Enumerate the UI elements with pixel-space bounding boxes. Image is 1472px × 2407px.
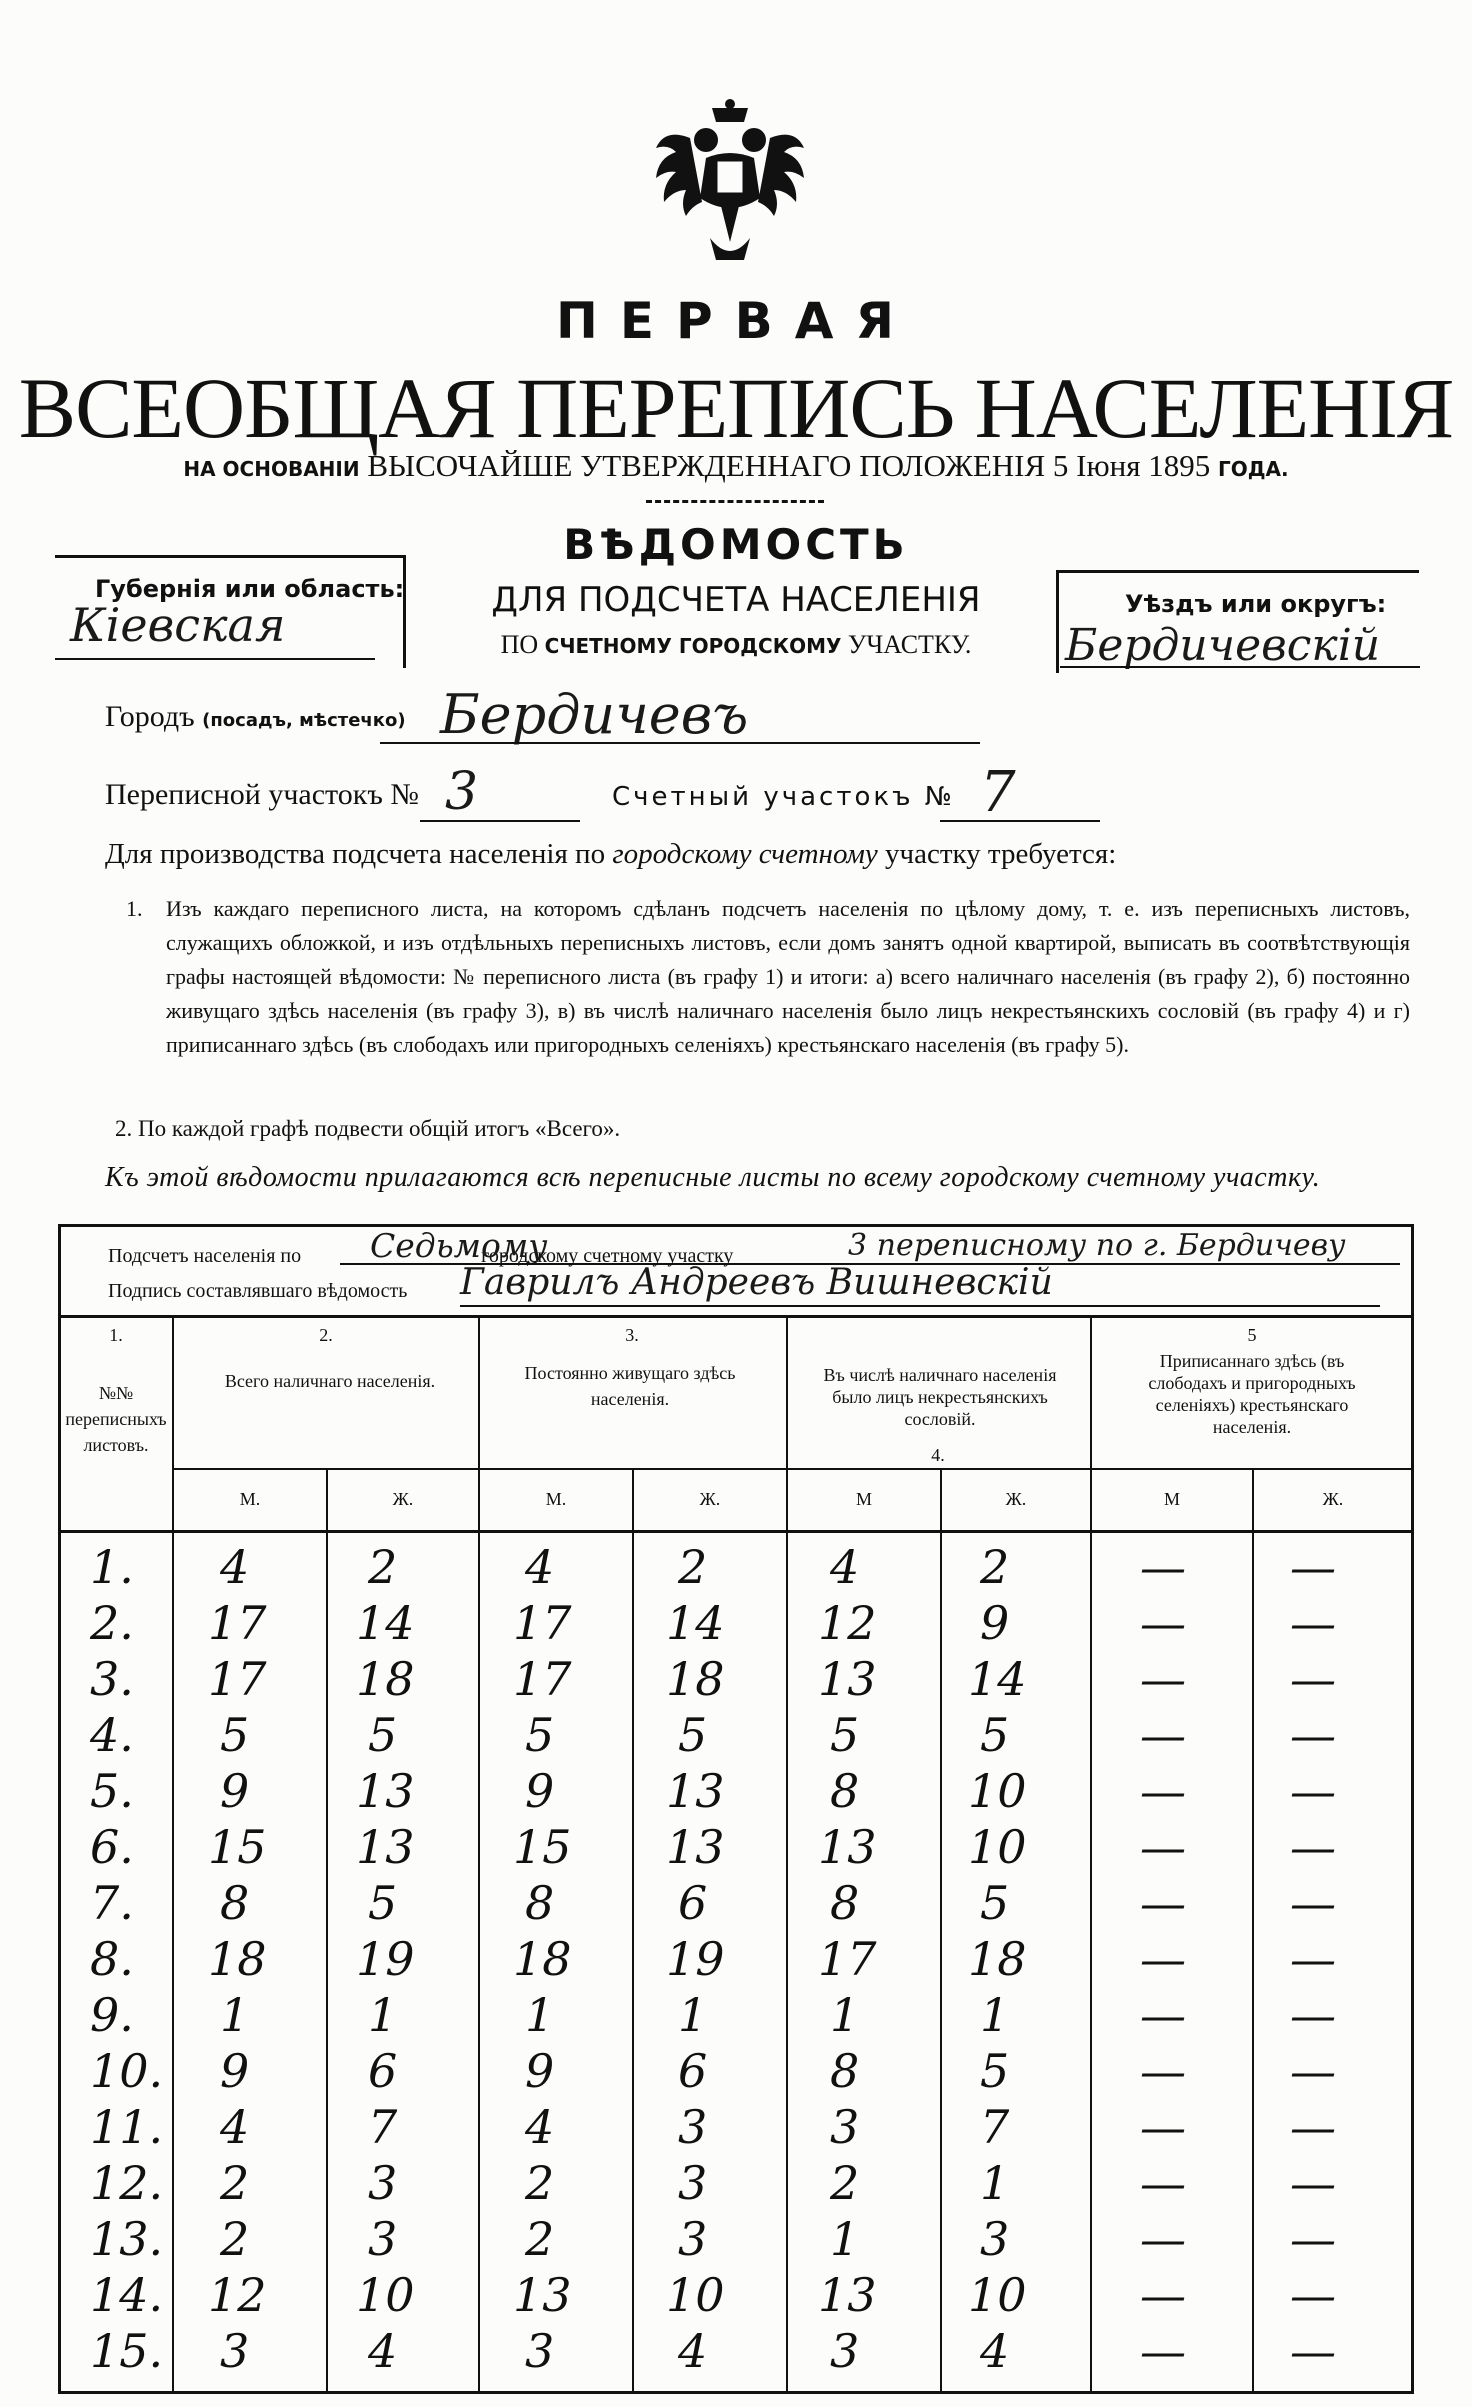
row-number: 12.: [90, 2156, 164, 2210]
table-cell: 9: [980, 1596, 1010, 1650]
table-cell: 2: [525, 2212, 555, 2266]
row-number: 7.: [90, 1876, 134, 1930]
table-cell: —: [1140, 2044, 1186, 2098]
table-cell: —: [1140, 1596, 1186, 1650]
table-cell: 2: [525, 2156, 555, 2210]
table-cell: 3: [220, 2324, 250, 2378]
basis-prefix: НА ОСНОВАНІИ: [183, 457, 360, 481]
zh-header: Ж.: [1322, 1489, 1344, 1509]
row-number: 13.: [90, 2212, 164, 2266]
uezd-label: Уѣздъ или округъ:: [1125, 590, 1387, 618]
table-cell: 4: [220, 1540, 250, 1594]
table-cell: 4: [525, 2100, 555, 2154]
gubernia-underline: [55, 658, 375, 660]
title-main: ВСЕОБЩАЯ ПЕРЕПИСЬ НАСЕЛЕНІЯ: [18, 360, 1454, 456]
table-cell: 2: [830, 2156, 860, 2210]
table-cell: 12: [208, 2268, 267, 2322]
table-cell: —: [1140, 2100, 1186, 2154]
table-cell: 9: [220, 1764, 250, 1818]
table-cell: 9: [220, 2044, 250, 2098]
table-cell: —: [1290, 1708, 1336, 1762]
podschet-value: Седьмому: [370, 1226, 548, 1265]
table-cell: 3: [368, 2212, 398, 2266]
table-cell: —: [1290, 2156, 1336, 2210]
table-cell: 3: [678, 2100, 708, 2154]
table-cell: 4: [220, 2100, 250, 2154]
instruction-1-num: 1.: [126, 896, 143, 921]
table-cell: 8: [220, 1876, 250, 1930]
po-suffix: УЧАСТКУ.: [847, 630, 972, 659]
divider: [646, 500, 824, 503]
table-cell: —: [1290, 1876, 1336, 1930]
table-cell: —: [1140, 1988, 1186, 2042]
table-cell: 6: [678, 1876, 708, 1930]
table-cell: 3: [678, 2156, 708, 2210]
m-header: М: [1163, 1489, 1180, 1509]
instructions-intro: [105, 838, 1116, 871]
col5-num: 5: [1247, 1325, 1257, 1345]
table-cell: 17: [513, 1596, 572, 1650]
table-cell: —: [1290, 1540, 1336, 1594]
table-cell: 2: [220, 2156, 250, 2210]
table-cell: —: [1290, 1988, 1336, 2042]
gorod-label: [105, 700, 406, 734]
table-cell: 4: [525, 1540, 555, 1594]
table-cell: —: [1290, 2100, 1336, 2154]
col-divider: [326, 1468, 328, 2393]
table-cell: 13: [818, 1652, 877, 1706]
col5-label: Приписаннаго здѣсь (въ слободахъ и пригородныхъ селеніяхъ) крестьянскаго населенія.: [1148, 1351, 1356, 1437]
zh-header: Ж.: [392, 1489, 414, 1509]
gorod-label-small: (посадъ, мѣстечко): [202, 710, 406, 731]
table-cell: —: [1140, 1932, 1186, 1986]
table-cell: 5: [980, 2044, 1010, 2098]
table-cell: 13: [356, 1820, 415, 1874]
table-cell: —: [1290, 1764, 1336, 1818]
intro-a: Для производства подсчета населенія по: [105, 838, 613, 870]
intro-b: городскому счетному: [612, 838, 878, 870]
table-cell: —: [1140, 1820, 1186, 1874]
table-cell: 10: [356, 2268, 415, 2322]
table-cell: 18: [208, 1932, 267, 1986]
row-number: 3.: [90, 1652, 134, 1706]
row-number: 14.: [90, 2268, 164, 2322]
table-cell: 14: [968, 1652, 1027, 1706]
table-cell: 1: [678, 1988, 708, 2042]
col-divider: [786, 1317, 788, 2393]
row-number: 5.: [90, 1764, 134, 1818]
table-cell: 8: [830, 1764, 860, 1818]
gubernia-label: Губернія или область:: [95, 575, 405, 603]
table-cell: 7: [368, 2100, 398, 2154]
table-cell: 4: [830, 1540, 860, 1594]
podschet-value-2: 3 переписному по г. Бердичеву: [848, 1228, 1346, 1263]
table-cell: 6: [368, 2044, 398, 2098]
table-cell: —: [1140, 2212, 1186, 2266]
table-cell: 1: [830, 1988, 860, 2042]
title-small: ПЕРВАЯ: [556, 292, 916, 350]
row-number: 6.: [90, 1820, 134, 1874]
table-cell: 18: [356, 1652, 415, 1706]
uezd-value: Бердичевскій: [1065, 620, 1381, 671]
table-cell: —: [1290, 2324, 1336, 2378]
row-number: 4.: [90, 1708, 134, 1762]
zh-header: Ж.: [699, 1489, 721, 1509]
instruction-2: 2. По каждой графѣ подвести общій итогъ «Всего».: [115, 1116, 621, 1141]
gorod-value: Бердичевъ: [440, 683, 749, 746]
table-cell: 17: [818, 1932, 877, 1986]
table-cell: 10: [968, 2268, 1027, 2322]
instruction-1-text: Изъ каждаго переписного листа, на которомъ сдѣланъ подсчетъ населенія по цѣлому дому, т. е. изъ переписныхъ листовъ, служащихъ обложкой, и изъ отдѣльныхъ переписныхъ листовъ, если домъ занятъ одной квартирой, выписать въ соотвѣтствующія графы настоящей вѣдомости: № переписного листа (въ графу 1) и итоги: а) всего наличнаго населенія (въ графу 2), б) постоянно живущаго здѣсь населенія (въ графу 3), в) въ числѣ наличнаго населенія было лицъ некрестьянскихъ сословій (въ графу 4) и г) приписаннаго здѣсь (въ слободахъ или пригородныхъ селеніяхъ) крестьянскаго населенія (въ графу 5).: [166, 896, 1410, 1057]
gubernia-value: Кіевская: [70, 598, 286, 652]
podschet-mid-text: городскому счетному участку: [481, 1245, 734, 1267]
table-cell: —: [1290, 1652, 1336, 1706]
table-cell: 2: [220, 2212, 250, 2266]
table-cell: —: [1140, 1876, 1186, 1930]
table-cell: —: [1290, 2044, 1336, 2098]
table-cell: 3: [525, 2324, 555, 2378]
basis-suffix: ГОДА.: [1218, 457, 1289, 481]
table-cell: 7: [980, 2100, 1010, 2154]
table-cell: 5: [980, 1708, 1010, 1762]
table-cell: 14: [356, 1596, 415, 1650]
table-cell: 3: [830, 2324, 860, 2378]
table-cell: 13: [666, 1820, 725, 1874]
table-cell: 19: [356, 1932, 415, 1986]
po-prefix: ПО: [500, 630, 539, 659]
m-header: М.: [545, 1489, 567, 1509]
table-cell: 5: [980, 1876, 1010, 1930]
instruction-1: [126, 892, 1410, 1062]
table-cell: 4: [980, 2324, 1010, 2378]
table-cell: 18: [968, 1932, 1027, 1986]
table-cell: 19: [666, 1932, 725, 1986]
table-cell: 1: [368, 1988, 398, 2042]
col1-num: 1.: [109, 1325, 123, 1345]
col1-label: №№ переписныхъ листовъ.: [65, 1383, 167, 1455]
attachment-note: Къ этой вѣдомости прилагаются всѣ переписные листы по всему городскому счетному участку.: [105, 1162, 1321, 1193]
row-number: 2.: [90, 1596, 134, 1650]
table-cell: —: [1290, 1596, 1336, 1650]
table-cell: 17: [208, 1652, 267, 1706]
table-cell: 5: [368, 1876, 398, 1930]
podpis-value: Гаврилъ Андреевъ Вишневскій: [460, 1262, 1053, 1303]
col3-num: 3.: [625, 1325, 639, 1345]
table-cell: 10: [968, 1820, 1027, 1874]
zh-header: Ж.: [1005, 1489, 1027, 1509]
table-cell: 3: [830, 2100, 860, 2154]
table-cell: —: [1140, 2268, 1186, 2322]
podpis-underline: [460, 1305, 1380, 1307]
col-divider: [1252, 1468, 1254, 2393]
table-cell: 8: [830, 1876, 860, 1930]
gorod-underline: [380, 742, 980, 744]
vedomost-title: ВѢДОМОСТЬ: [563, 520, 909, 569]
table-cell: 15: [513, 1820, 572, 1874]
table-cell: 1: [525, 1988, 555, 2042]
podpis-label: Подпись составлявшаго вѣдомость: [108, 1280, 408, 1302]
subheader-divider: [172, 1468, 1412, 1470]
table-cell: 3: [368, 2156, 398, 2210]
table-cell: 3: [980, 2212, 1010, 2266]
table-cell: 6: [678, 2044, 708, 2098]
table-cell: —: [1140, 1652, 1186, 1706]
table-cell: 8: [525, 1876, 555, 1930]
table-cell: —: [1140, 1708, 1186, 1762]
perep-label: Переписной участокъ №: [105, 778, 419, 811]
col2-num: 2.: [319, 1325, 333, 1345]
table-cell: 10: [666, 2268, 725, 2322]
table-cell: 5: [678, 1708, 708, 1762]
table-cell: —: [1290, 1820, 1336, 1874]
table-cell: 8: [830, 2044, 860, 2098]
row-number: 8.: [90, 1932, 134, 1986]
table-cell: 17: [208, 1596, 267, 1650]
table-cell: 1: [830, 2212, 860, 2266]
table-cell: —: [1140, 1540, 1186, 1594]
table-cell: 12: [818, 1596, 877, 1650]
table-cell: 13: [818, 2268, 877, 2322]
table-cell: 13: [666, 1764, 725, 1818]
table-cell: 2: [368, 1540, 398, 1594]
col-divider: [632, 1468, 634, 2393]
table-cell: 5: [368, 1708, 398, 1762]
row-number: 15.: [90, 2324, 164, 2378]
table-cell: —: [1290, 2268, 1336, 2322]
vedomost-subtitle: ДЛЯ ПОДСЧЕТА НАСЕЛЕНІЯ: [491, 580, 981, 620]
perep-value: 3: [445, 762, 479, 822]
m-header: М: [855, 1489, 872, 1509]
table-cell: 1: [980, 1988, 1010, 2042]
schet-underline: [940, 820, 1100, 822]
col3-label: Постоянно живущаго здѣсь населенія.: [524, 1363, 736, 1409]
table-cell: 9: [525, 2044, 555, 2098]
po-bold: СЧЕТНОМУ ГОРОДСКОМУ: [544, 634, 842, 658]
m-header: М.: [239, 1489, 261, 1509]
table-cell: 3: [678, 2212, 708, 2266]
col-divider: [172, 1317, 174, 2393]
schet-value: 7: [980, 760, 1016, 825]
basis-text: ВЫСОЧАЙШЕ УТВЕРЖДЕННАГО ПОЛОЖЕНІЯ 5 Іюня 1895: [367, 448, 1211, 483]
double-headed-eagle-icon: [650, 98, 810, 268]
table-cell: 1: [220, 1988, 250, 2042]
col-divider: [1090, 1317, 1092, 2393]
table-cell: 18: [666, 1652, 725, 1706]
row-number: 10.: [90, 2044, 164, 2098]
header-bottom-divider: [60, 1530, 1412, 1533]
table-cell: 9: [525, 1764, 555, 1818]
table-cell: 14: [666, 1596, 725, 1650]
schet-label: Счетный участокъ №: [612, 782, 955, 812]
table-cell: 15: [208, 1820, 267, 1874]
podschet-label-text: Подсчетъ населенія по: [108, 1245, 302, 1267]
row-number: 9.: [90, 1988, 134, 2042]
row-number: 11.: [90, 2100, 164, 2154]
perep-underline: [420, 820, 580, 822]
table-cell: —: [1140, 2324, 1186, 2378]
table-cell: 2: [678, 1540, 708, 1594]
col-divider: [940, 1468, 942, 2393]
table-header-divider: [60, 1315, 1412, 1318]
table-cell: 4: [368, 2324, 398, 2378]
table-cell: 13: [818, 1820, 877, 1874]
table-cell: 5: [525, 1708, 555, 1762]
table-cell: 5: [220, 1708, 250, 1762]
table-cell: 13: [513, 2268, 572, 2322]
table-cell: 17: [513, 1652, 572, 1706]
col4-num: 4.: [931, 1445, 945, 1465]
row-number: 1.: [90, 1540, 134, 1594]
table-cell: 4: [678, 2324, 708, 2378]
table-cell: —: [1290, 1932, 1336, 1986]
col2-label: Всего наличнаго населенія.: [224, 1371, 436, 1391]
table-cell: —: [1140, 1764, 1186, 1818]
table-cell: 18: [513, 1932, 572, 1986]
gorod-label-text: Городъ: [105, 700, 195, 733]
col-divider: [478, 1317, 480, 2393]
col4-label: Въ числѣ наличнаго населенія было лицъ некрестьянскихъ сословій.: [823, 1365, 1057, 1429]
table-cell: 1: [980, 2156, 1010, 2210]
table-cell: 13: [356, 1764, 415, 1818]
table-cell: —: [1140, 2156, 1186, 2210]
table-cell: —: [1290, 2212, 1336, 2266]
table-cell: 5: [830, 1708, 860, 1762]
table-cell: 10: [968, 1764, 1027, 1818]
uezd-underline: [1060, 666, 1420, 668]
table-cell: 2: [980, 1540, 1010, 1594]
basis-line: [0, 448, 1472, 484]
intro-c: участку требуется:: [877, 838, 1117, 870]
